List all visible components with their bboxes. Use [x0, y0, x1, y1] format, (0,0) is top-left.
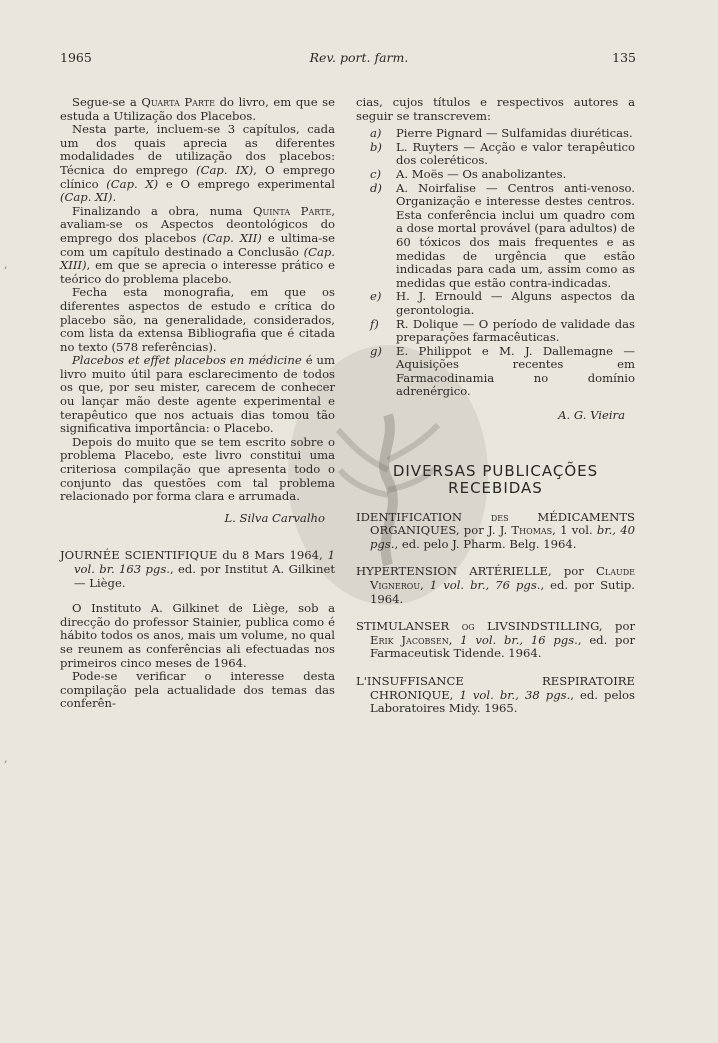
- list-item: c) A. Moës — Os anabolizantes.: [370, 166, 567, 181]
- list-item: e) H. J. Ernould — Alguns aspectos da gerontologia.: [370, 289, 635, 317]
- paragraph: Fecha esta monografia, em que os diferentes aspectos de estudo e crítica do placebo são, na generalidade, considerados, com lista da extensa Bibliografia que é citada no texto (578 referências).: [60, 285, 335, 354]
- paragraph: O Instituto A. Gilkinet de Liège, sob a direcção do professor Stainier, publica como é hábito todos os anos, mais um volume, no qual se reunem as conferências ali efectuadas nos primeiros cinco meses de 1964.: [60, 601, 335, 670]
- publication-entry: L'INSUFFISANCE RESPIRATOIRE CHRONIQUE, 1 vol. br., 38 pgs., ed. pelos Laboratoires Midy. 1965.: [356, 674, 635, 716]
- header-page-number: 135: [612, 50, 636, 65]
- margin-mark: ,: [4, 752, 8, 765]
- header-journal: Rev. port. farm.: [309, 50, 409, 65]
- left-column: [60, 96, 335, 711]
- paragraph: Placebos et effet placebos en médicine é um livro muito útil para esclarecimento de todos os que, por seu mister, carecem de conhecer ou lançar mão deste agente experimental e terapêutico que nos actuais dias tomou tão significativa importância: o Placebo.: [60, 353, 335, 436]
- list-item: g) E. Philippot e M. J. Dallemagne — Aquisições recentes em Farmacodinamia no domínio adrenérgico.: [370, 343, 635, 399]
- publication-entry: IDENTIFICATION des MÉDICAMENTS ORGANIQUES, por J. J. Thomas, 1 vol. br., 40 pgs., ed. pelo J. Pharm. Belg. 1964.: [356, 509, 635, 551]
- margin-mark: ,: [4, 258, 8, 271]
- paragraph: Pode-se verificar o interesse desta compilação pela actualidade dos temas das conferên-: [60, 669, 335, 711]
- conference-list: [356, 127, 635, 399]
- list-item: d) A. Noirfalise — Centros anti-venoso. Organização e interesse destes centros. Esta conferência inclui um quadro com a dose mortal provável (para adultos) de 60 tóxicos dos mais frequentes e as medidas de urgência que estão indicadas para cada um, assim como as medidas que estão contra-indicadas.: [370, 180, 635, 290]
- paragraph: Depois do muito que se tem escrito sobre o problema Placebo, este livro constitui uma criteriosa compilação que apresenta todo o conjunto das questões com tal problema relacionado por forma clara e arrumada.: [60, 434, 335, 504]
- paragraph: Nesta parte, incluem-se 3 capítulos, cada um dos quais aprecia as diferentes modalidades de utilização dos placebos: Técnica do emprego (Cap. IX), O emprego clínico (Cap. X) e O emprego experimental (Cap. XI).: [60, 122, 335, 205]
- publication-entry: HYPERTENSION ARTÉRIELLE, por Claude Vignerou, 1 vol. br., 76 pgs., ed. por Sutip. 1964.: [356, 564, 635, 606]
- header-year: 1965: [60, 50, 92, 65]
- list-item: a) Pierre Pignard — Sulfamidas diuréticas.: [370, 126, 633, 141]
- paragraph: Finalizando a obra, numa Quinta Parte, avaliam-se os Aspectos deontológicos do emprego dos placebos (Cap. XII) e ultima-se com um capítulo destinado a Conclusão (Cap. XIII), em que se aprecia o interesse prático e teórico do problema placebo.: [60, 203, 335, 286]
- signature: L. Silva Carvalho: [224, 510, 325, 525]
- paragraph: cias, cujos títulos e respectivos autores a seguir se transcrevem:: [356, 95, 635, 123]
- paragraph: Segue-se a Quarta Parte do livro, em que se estuda a Utilização dos Placebos.: [60, 95, 335, 123]
- publication-entry: JOURNÉE SCIENTIFIQUE du 8 Mars 1964, 1 vol. br. 163 pgs., ed. por Institut A. Gilkinet — Liège.: [60, 548, 336, 590]
- right-column: [356, 96, 635, 716]
- signature: A. G. Vieira: [558, 408, 625, 423]
- section-title: DIVERSAS PUBLICAÇÕES RECEBIDAS: [392, 461, 599, 497]
- list-item: b) L. Ruyters — Acção e valor terapêutico dos coleréticos.: [370, 139, 635, 168]
- list-item: f) R. Dolique — O período de validade das preparações farmacêuticas.: [370, 316, 635, 345]
- publication-entry: STIMULANSER og LIVSINDSTILLING, por Erik Jacobsen, 1 vol. br., 16 pgs., ed. por Farmaceutisk Tidende. 1964.: [356, 619, 636, 661]
